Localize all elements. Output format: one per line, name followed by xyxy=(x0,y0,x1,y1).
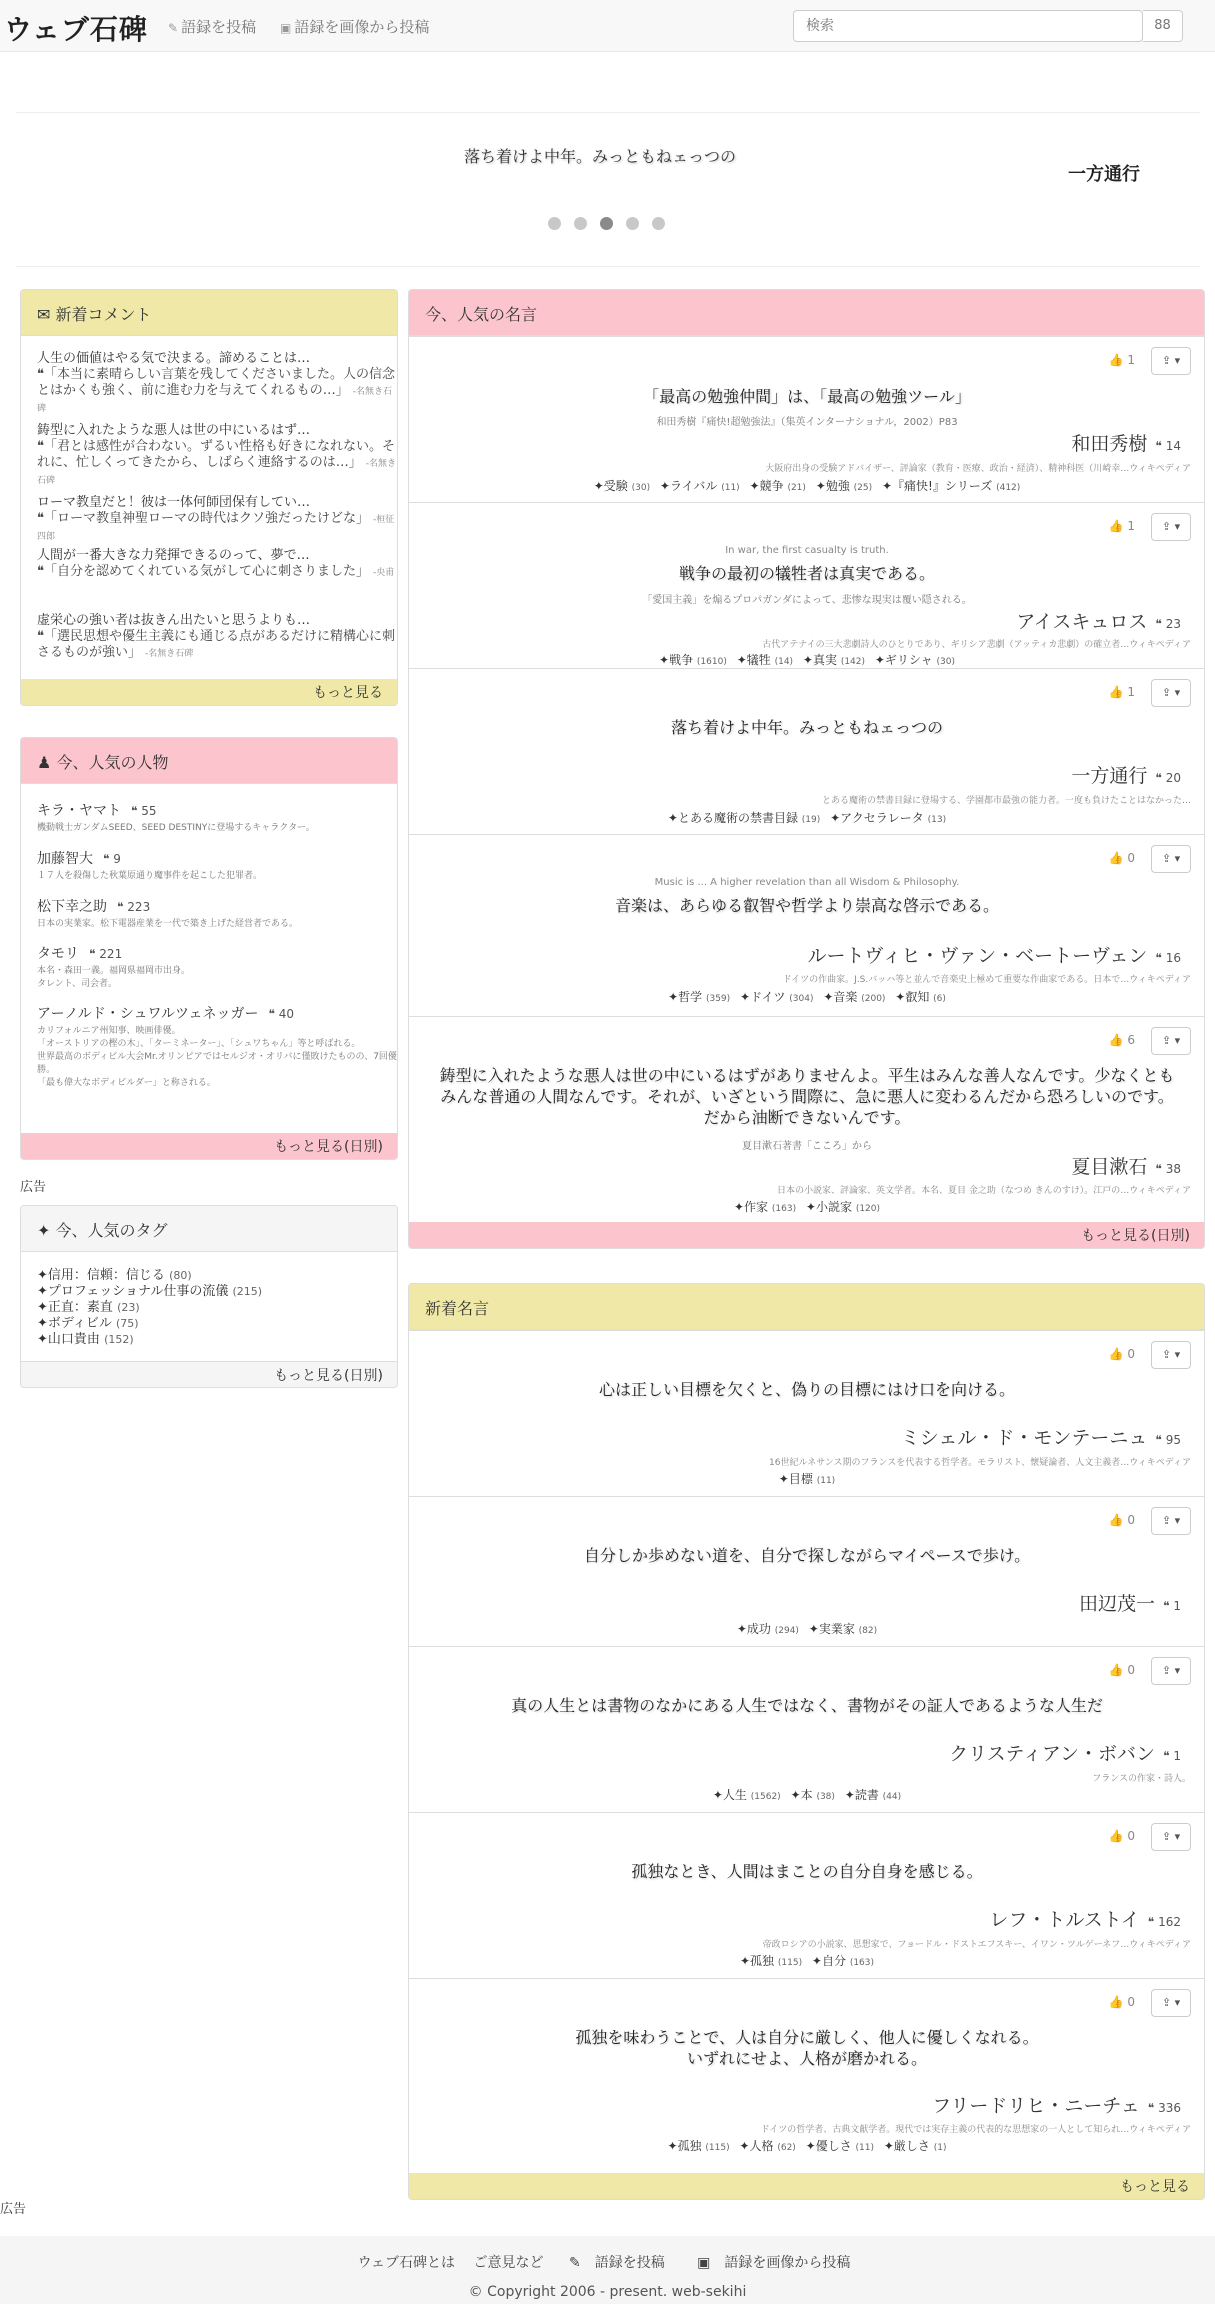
divider xyxy=(16,266,1200,267)
tag-icon: ✦ xyxy=(668,990,679,1004)
tag-link[interactable]: ✦ギリシャ (30) xyxy=(874,653,955,667)
quote-item xyxy=(409,1330,1205,1496)
tag-icon: ✦ xyxy=(805,1200,816,1214)
tag-link[interactable]: ✦戦争 (1610) xyxy=(659,653,727,667)
footer-post-link[interactable]: ✎ 語録を投稿 xyxy=(568,2255,665,2271)
quote-text[interactable]: 心は正しい目標を欠くと、偽りの目標にはけ口を向ける。 xyxy=(598,1380,1015,1399)
carousel-dot[interactable] xyxy=(548,217,561,230)
new-quotes-panel xyxy=(408,1283,1205,2200)
quote-tags xyxy=(429,988,1185,1005)
thumb-up-icon: 👍 xyxy=(1108,1347,1124,1361)
tag-icon: ✦ xyxy=(593,479,604,493)
tag-icon: ✦ xyxy=(712,1788,723,1802)
comment-item[interactable]: 虚栄心の強い者は抜きん出たいと思うよりも… ❝「選民思想や優生主義にも通じる点があるだけに精構心に刺さるものが強い」 -名無き石碑 xyxy=(37,613,396,660)
pencil-icon: ✎ xyxy=(168,21,179,35)
brand-logo[interactable]: ウェブ石碑 xyxy=(4,13,148,46)
quote-menu-button[interactable]: ⇪ ▾ xyxy=(1151,679,1191,707)
tag-icon: ✦ xyxy=(37,1268,48,1283)
share-icon: ⇪ xyxy=(1161,354,1172,367)
tag-item[interactable]: ✦山口貴由 (152) xyxy=(37,1332,134,1347)
quote-item xyxy=(409,502,1205,668)
like-count[interactable]: 👍 0 xyxy=(1108,851,1135,865)
carousel-author[interactable]: 一方通行 xyxy=(1068,164,1140,185)
tag-icon: ✦ xyxy=(37,1332,48,1347)
quote-tags xyxy=(429,1786,1185,1803)
person-item[interactable]: アーノルド・シュワルツェネッガー ❝ 40 カリフォルニア州知事、映画俳優。 「オーストリアの樫の木」、「ターミネーター」、「シュワちゃん」等と呼ばれる。 世界最高のボディビル大会Mr.オリンピアではセルジオ・オリバに僅敗けたものの、7回優勝。 「最も偉大なボディビルダー」と称される。 xyxy=(37,1006,397,1088)
tag-link[interactable]: ✦真実 (142) xyxy=(802,653,866,667)
thumb-up-icon: 👍 xyxy=(1108,1513,1124,1527)
quote-menu-button[interactable]: ⇪ ▾ xyxy=(1151,845,1191,873)
tag-link[interactable]: ✦人生 (1562) xyxy=(712,1788,781,1802)
quote-item xyxy=(409,668,1205,834)
divider xyxy=(16,112,1200,113)
more-people-link[interactable]: もっと見る(日別) xyxy=(21,1133,397,1159)
nav-post-quote-image[interactable]: ▣ 語録を画像から投稿 xyxy=(280,18,430,36)
tag-icon: ✦ xyxy=(37,1284,48,1299)
quote-author[interactable]: ミシェル・ド・モンテーニュ ❝ 95 xyxy=(900,1427,1181,1449)
like-count[interactable]: 👍 1 xyxy=(1108,519,1135,533)
tag-link[interactable]: ✦本 (38) xyxy=(790,1788,835,1802)
quote-text[interactable]: 落ち着けよ中年。みっともねェっつの xyxy=(670,718,943,737)
tag-item[interactable]: ✦プロフェッショナル仕事の流儀 (215) xyxy=(37,1284,263,1299)
tag-link[interactable]: ✦犠牲 (14) xyxy=(736,653,794,667)
quote-text[interactable]: 音楽は、あらゆる叡智や哲学より崇高な啓示である。 xyxy=(614,896,999,915)
panel-header: 今、人気の名言 xyxy=(409,290,1204,336)
tag-link[interactable]: ✦優しさ (11) xyxy=(805,2139,875,2153)
tag-icon: ✦ xyxy=(749,479,760,493)
thumb-up-icon: 👍 xyxy=(1108,851,1124,865)
quote-author[interactable]: アイスキュロス ❝ 23 xyxy=(1016,611,1181,633)
panel-header: ✦ 今、人気のタグ xyxy=(21,1206,397,1252)
quote-count-icon: ❝ xyxy=(268,1007,275,1021)
quote-tags xyxy=(429,809,1185,826)
like-count[interactable]: 👍 0 xyxy=(1108,1829,1135,1843)
quote-count-icon: ❝ xyxy=(1147,1915,1155,1929)
thumb-up-icon: 👍 xyxy=(1108,1033,1124,1047)
panel-header: ♟ 今、人気の人物 xyxy=(21,738,397,784)
pencil-icon: ✎ xyxy=(568,2255,581,2271)
comment-item[interactable]: ローマ教皇だと！彼は一体何師団保有してい… ❝「ローマ教皇神聖ローマの時代はクソ強だったけどな」 -桓征四郎 xyxy=(37,495,395,542)
quote-count-icon: ❝ xyxy=(131,804,138,818)
quote-menu-button[interactable]: ⇪ ▾ xyxy=(1151,1989,1191,2017)
share-icon: ⇪ xyxy=(1161,1348,1172,1361)
quote-tags xyxy=(429,1470,1185,1487)
panel-header: 新着名言 xyxy=(409,1284,1204,1330)
carousel-indicators xyxy=(548,217,668,231)
thumb-up-icon: 👍 xyxy=(1108,1995,1124,2009)
tag-icon: ✦ xyxy=(883,2139,894,2153)
quote-text[interactable]: 自分しか歩めない道を、自分で探しながらマイペースで歩け。 xyxy=(583,1546,1031,1565)
quote-source: 「愛国主義」を煽るプロパガンダによって、悲惨な現実は覆い隠される。 xyxy=(642,595,972,606)
carousel-dot[interactable] xyxy=(626,217,639,230)
tag-link[interactable]: ✦とある魔術の禁書目録 (19) xyxy=(667,811,821,825)
tag-link[interactable]: ✦成功 (294) xyxy=(736,1622,799,1636)
more-comments-link[interactable]: もっと見る xyxy=(21,679,397,705)
tag-link[interactable]: ✦競争 (21) xyxy=(749,479,806,493)
person-item[interactable]: 松下幸之助 ❝ 223 日本の実業家。松下電器産業を一代で築き上げた経営者である。 xyxy=(37,899,299,929)
image-icon: ▣ xyxy=(697,2255,711,2271)
footer-post-image-link[interactable]: ▣ 語録を画像から投稿 xyxy=(697,2255,851,2271)
quote-count-icon: ❝ xyxy=(1155,771,1162,785)
tag-icon: ✦ xyxy=(815,479,826,493)
more-tags-link[interactable]: もっと見る(日別) xyxy=(21,1361,397,1387)
popular-tags-panel xyxy=(20,1205,398,1388)
ad-label: 広告 xyxy=(0,2202,27,2217)
quote-text[interactable]: 鋳型に入れたような悪人は世の中にいるはずがありませんよ。平生はみんな善人なんです。少なくとも みんな普通の人間なんです。それが、いざという間際に、急に悪人に変わるんだから恐ろしいのです。 だから油断できないんです。 xyxy=(439,1066,1175,1127)
panel-header: ✉ 新着コメント xyxy=(21,290,397,336)
footer-feedback-link[interactable]: ご意見など xyxy=(473,2255,544,2271)
quote-english: Music is ... A higher revelation than all Wisdom & Philosophy. xyxy=(654,877,960,888)
thumb-up-icon: 👍 xyxy=(1108,1829,1124,1843)
quote-menu-button[interactable]: ⇪ ▾ xyxy=(1151,1657,1191,1685)
person-item[interactable]: キラ・ヤマト ❝ 55 機動戦士ガンダムSEED、SEED DESTINYに登場するキャラクター。 xyxy=(37,803,315,833)
quote-author[interactable]: 一方通行 ❝ 20 xyxy=(1071,765,1181,787)
more-new-quotes-link[interactable]: もっと見る xyxy=(409,2173,1204,2199)
tag-link[interactable]: ✦孤独 (115) xyxy=(667,2139,730,2153)
tag-link[interactable]: ✦ライバル (11) xyxy=(659,479,740,493)
quote-tags xyxy=(429,1952,1185,1969)
author-description: ドイツの哲学者、古典文献学者。現代では実存主義の代表的な思想家の一人として知られ…ウィキペディア xyxy=(760,2125,1191,2135)
quote-count-icon: ❝ xyxy=(117,900,124,914)
thumb-up-icon: 👍 xyxy=(1108,519,1124,533)
tag-icon: ✦ xyxy=(823,990,834,1004)
carousel-dot[interactable] xyxy=(600,217,613,230)
quote-text[interactable]: 真の人生とは書物のなかにある人生ではなく、書物がその証人であるような人生だ xyxy=(511,1696,1103,1715)
like-count[interactable]: 👍 6 xyxy=(1108,1033,1135,1047)
copyright: © Copyright 2006 - present. web-sekihi xyxy=(468,2284,747,2300)
person-item[interactable]: タモリ ❝ 221 本名・森田一義。福岡県福岡市出身。 タレント、司会者。 xyxy=(37,946,191,989)
tag-icon: ✦ xyxy=(811,1954,822,1968)
quote-item xyxy=(409,1812,1205,1978)
tag-icon: ✦ xyxy=(739,2139,750,2153)
tag-icon: ✦ xyxy=(667,2139,678,2153)
nav-post-quote[interactable]: ✎ 語録を投稿 xyxy=(168,18,257,36)
author-description: 日本の小説家、評論家、英文学者。本名、夏目 金之助（なつめ きんのすけ）。江戸の…ウィキペディア xyxy=(777,1186,1191,1196)
tag-link[interactable]: ✦哲学 (359) xyxy=(668,990,731,1004)
thumb-up-icon: 👍 xyxy=(1108,685,1124,699)
search-input[interactable] xyxy=(794,11,1144,41)
comment-item[interactable]: 鋳型に入れたような悪人は世の中にいるはず… ❝「君とは感性が合わない。ずるい性格も好きになれない。それに、忙しくってきたから、しばらく連絡するのは…」 -名無き石碑 xyxy=(37,423,396,486)
quote-count-icon: ❝ xyxy=(103,852,110,866)
quote-tags xyxy=(429,1620,1185,1637)
comment-icon: ✉ xyxy=(37,305,51,324)
tag-link[interactable]: ✦音楽 (200) xyxy=(823,990,886,1004)
quote-author[interactable]: ルートヴィヒ・ヴァン・ベートーヴェン ❝ 16 xyxy=(807,945,1181,967)
thumb-up-icon: 👍 xyxy=(1108,353,1124,367)
like-count[interactable]: 👍 0 xyxy=(1108,1995,1135,2009)
quote-author[interactable]: 田辺茂一 ❝ 1 xyxy=(1079,1593,1181,1615)
popular-quotes-panel xyxy=(408,289,1205,1249)
quote-icon: ❝ xyxy=(37,511,44,526)
quote-icon: ❝ xyxy=(37,439,44,454)
quote-english: In war, the first casualty is truth. xyxy=(725,545,889,556)
quote-menu-button[interactable]: ⇪ ▾ xyxy=(1151,347,1191,375)
tag-icon: ✦ xyxy=(790,1788,801,1802)
tag-icon: ✦ xyxy=(895,990,906,1004)
author-description: とある魔術の禁書目録に登場する、学園都市最強の能力者。一度も負けたことはなかった… xyxy=(821,796,1191,806)
search-box xyxy=(793,10,1143,42)
quote-author[interactable]: 夏目漱石 ❝ 38 xyxy=(1071,1156,1181,1178)
author-description: 古代アテナイの三大悲劇詩人のひとりであり、ギリシア悲劇（アッティカ悲劇）の確立者…ウィキペディア xyxy=(762,640,1191,650)
quote-item xyxy=(409,1646,1205,1812)
tag-icon: ✦ xyxy=(733,1200,745,1214)
tag-icon: ✦ xyxy=(37,1221,51,1240)
quote-count-icon: ❝ xyxy=(1155,439,1162,453)
quote-author[interactable]: レフ・トルストイ ❝ 162 xyxy=(989,1909,1181,1931)
quote-author[interactable]: フリードリヒ・ニーチェ ❝ 336 xyxy=(932,2095,1181,2117)
author-description: 大阪府出身の受験アドバイザー、評論家（教育・医療、政治・経済）、精神科医（川崎幸…ウィキペディア xyxy=(765,464,1191,474)
quote-text[interactable]: 戦争の最初の犠牲者は真実である。 xyxy=(678,564,935,583)
quote-count-icon: ❝ xyxy=(1155,617,1162,631)
author-description: ドイツの作曲家。J.S.バッハ等と並んで音楽史上極めて重要な作曲家である。日本で…ウィキペディア xyxy=(782,975,1191,985)
quote-count-icon: ❝ xyxy=(1155,1433,1162,1447)
ad-label: 広告 xyxy=(20,1180,47,1195)
quote-menu-button[interactable]: ⇪ ▾ xyxy=(1151,1507,1191,1535)
quote-text[interactable]: 孤独を味わうことで、人は自分に厳しく、他人に優しくなれる。 いずれにせよ、人格が磨かれる。 xyxy=(575,2028,1039,2068)
person-item[interactable]: 加藤智大 ❝ 9 １７人を殺傷した秋葉原通り魔事件を起こした犯罪者。 xyxy=(37,851,263,881)
tag-link[interactable]: ✦小説家 (120) xyxy=(805,1200,881,1214)
quote-count-icon: ❝ xyxy=(1155,1162,1162,1176)
tag-icon: ✦ xyxy=(802,653,813,667)
search-button[interactable]: 88 xyxy=(1143,10,1183,42)
quote-author[interactable]: 和田秀樹 ❝ 14 xyxy=(1071,433,1181,455)
quote-icon: ❝ xyxy=(37,629,44,644)
tag-icon: ✦ xyxy=(739,1954,751,1968)
quote-item xyxy=(409,1016,1205,1224)
footer-links xyxy=(0,2252,1215,2272)
comment-item[interactable]: 人生の価値はやる気で決まる。諦めることは… ❝「本当に素晴らしい言葉を残してくださいました。人の信念とはかくも強く、前に進む力を与えてくれるもの…」 -名無き石碑 xyxy=(37,351,396,414)
navbar xyxy=(0,0,1215,52)
tag-icon: ✦ xyxy=(778,1472,789,1486)
thumb-up-icon: 👍 xyxy=(1108,1663,1124,1677)
footer-about-link[interactable]: ウェブ石碑とは xyxy=(357,2255,456,2271)
share-icon: ⇪ xyxy=(1161,1664,1172,1677)
like-count[interactable]: 👍 1 xyxy=(1108,685,1135,699)
tag-link[interactable]: ✦厳しさ (1) xyxy=(883,2139,947,2153)
tag-item[interactable]: ✦信用：信頼：信じる (80) xyxy=(37,1268,192,1283)
tag-icon: ✦ xyxy=(830,811,841,825)
share-icon: ⇪ xyxy=(1161,1830,1172,1843)
tag-icon: ✦ xyxy=(874,653,885,667)
quote-icon: ❝ xyxy=(37,367,44,382)
tag-item[interactable]: ✦ボディビル (75) xyxy=(37,1316,139,1331)
like-count[interactable]: 👍 0 xyxy=(1108,1513,1135,1527)
tag-icon: ✦ xyxy=(740,990,751,1004)
quote-count-icon: ❝ xyxy=(1147,2101,1155,2115)
quote-tags xyxy=(429,477,1185,494)
share-icon: ⇪ xyxy=(1161,1996,1172,2009)
quote-source: 和田秀樹『痛快!超勉強法』（集英インターナショナル，2002）P83 xyxy=(656,417,958,428)
tag-icon: ✦ xyxy=(37,1316,48,1331)
tag-link[interactable]: ✦勉強 (25) xyxy=(815,479,873,493)
quote-source: 夏目漱石著書「こころ」から xyxy=(742,1141,872,1152)
tag-item[interactable]: ✦正直：素直 (23) xyxy=(37,1300,140,1315)
tag-link[interactable]: ✦受験 (30) xyxy=(593,479,651,493)
share-icon: ⇪ xyxy=(1161,1514,1172,1527)
quote-count-icon: ❝ xyxy=(1163,1599,1170,1613)
quote-item xyxy=(409,1496,1205,1646)
quote-count-icon: ❝ xyxy=(1163,1749,1170,1763)
quote-item xyxy=(409,1978,1205,2168)
tag-icon: ✦ xyxy=(844,1788,855,1802)
carousel-dot[interactable] xyxy=(652,217,665,230)
carousel-dot[interactable] xyxy=(574,217,587,230)
share-icon: ⇪ xyxy=(1161,1034,1172,1047)
author-description: 16世紀ルネサンス期のフランスを代表する哲学者。モラリスト、懐疑論者、人文主義者…ウィキペディア xyxy=(769,1458,1191,1468)
quote-tags xyxy=(429,2137,1185,2154)
quote-menu-button[interactable]: ⇪ ▾ xyxy=(1151,513,1191,541)
quote-menu-button[interactable]: ⇪ ▾ xyxy=(1151,1341,1191,1369)
tag-icon: ✦ xyxy=(37,1300,48,1315)
share-icon: ⇪ xyxy=(1161,686,1172,699)
person-icon: ♟ xyxy=(37,753,52,772)
tag-link[interactable]: ✦ドイツ (304) xyxy=(740,990,814,1004)
tag-link[interactable]: ✦自分 (163) xyxy=(811,1954,875,1968)
quote-count-icon: ❝ xyxy=(89,947,96,961)
more-popular-quotes-link[interactable]: もっと見る(日別) xyxy=(409,1222,1204,1248)
tag-icon: ✦ xyxy=(659,653,670,667)
tag-link[interactable]: ✦アクセラレータ (13) xyxy=(830,811,947,825)
share-icon: ⇪ xyxy=(1161,520,1172,533)
tag-icon: ✦ xyxy=(805,2139,816,2153)
quote-text[interactable]: 孤独なとき、人間はまことの自分自身を感じる。 xyxy=(631,1862,983,1881)
footer xyxy=(0,2236,1215,2304)
author-description: 帝政ロシアの小説家、思想家で、フョードル・ドストエフスキー、イワン・ツルゲーネフ…ウィキペディア xyxy=(762,1940,1191,1950)
image-icon: ▣ xyxy=(280,21,292,35)
quote-tags xyxy=(429,651,1185,668)
comment-item[interactable]: 人間が一番大きな力発揮できるのって、夢で… ❝「自分を認めてくれている気がして心に刺さりました」 -央甫 xyxy=(37,548,395,579)
tag-icon: ✦ xyxy=(881,479,893,493)
tag-link[interactable]: ✦目標 (11) xyxy=(778,1472,836,1486)
author-description: フランスの作家・詩人。 xyxy=(1092,1774,1191,1784)
tag-icon: ✦ xyxy=(736,653,747,667)
popular-people-panel xyxy=(20,737,398,1160)
tag-icon: ✦ xyxy=(667,811,678,825)
tag-link[interactable]: ✦作家 (163) xyxy=(733,1200,797,1214)
tag-link[interactable]: ✦読書 (44) xyxy=(844,1788,902,1802)
tag-link[interactable]: ✦人格 (62) xyxy=(739,2139,796,2153)
tag-link[interactable]: ✦孤独 (115) xyxy=(739,1954,803,1968)
tag-icon: ✦ xyxy=(736,1622,747,1636)
new-comments-panel xyxy=(20,289,398,706)
tag-link[interactable]: ✦『痛快!』シリーズ (412) xyxy=(881,479,1021,493)
quote-item xyxy=(409,834,1205,1016)
share-icon: ⇪ xyxy=(1161,852,1172,865)
tag-icon: ✦ xyxy=(808,1622,819,1636)
quote-tags xyxy=(429,1198,1185,1215)
quote-count-icon: ❝ xyxy=(1155,951,1162,965)
like-count[interactable]: 👍 1 xyxy=(1108,353,1135,367)
quote-author[interactable]: クリスティアン・ボバン ❝ 1 xyxy=(949,1743,1181,1765)
tag-icon: ✦ xyxy=(659,479,670,493)
carousel-quote[interactable]: 落ち着けよ中年。みっともねェっつの xyxy=(463,147,736,166)
tag-link[interactable]: ✦叡知 (6) xyxy=(895,990,946,1004)
tag-link[interactable]: ✦実業家 (82) xyxy=(808,1622,878,1636)
like-count[interactable]: 👍 0 xyxy=(1108,1347,1135,1361)
quote-text[interactable]: 「最高の勉強仲間」は、「最高の勉強ツール」 xyxy=(643,387,971,406)
quote-icon: ❝ xyxy=(37,564,44,579)
quote-menu-button[interactable]: ⇪ ▾ xyxy=(1151,1823,1191,1851)
quote-menu-button[interactable]: ⇪ ▾ xyxy=(1151,1027,1191,1055)
quote-item xyxy=(409,336,1205,502)
like-count[interactable]: 👍 0 xyxy=(1108,1663,1135,1677)
